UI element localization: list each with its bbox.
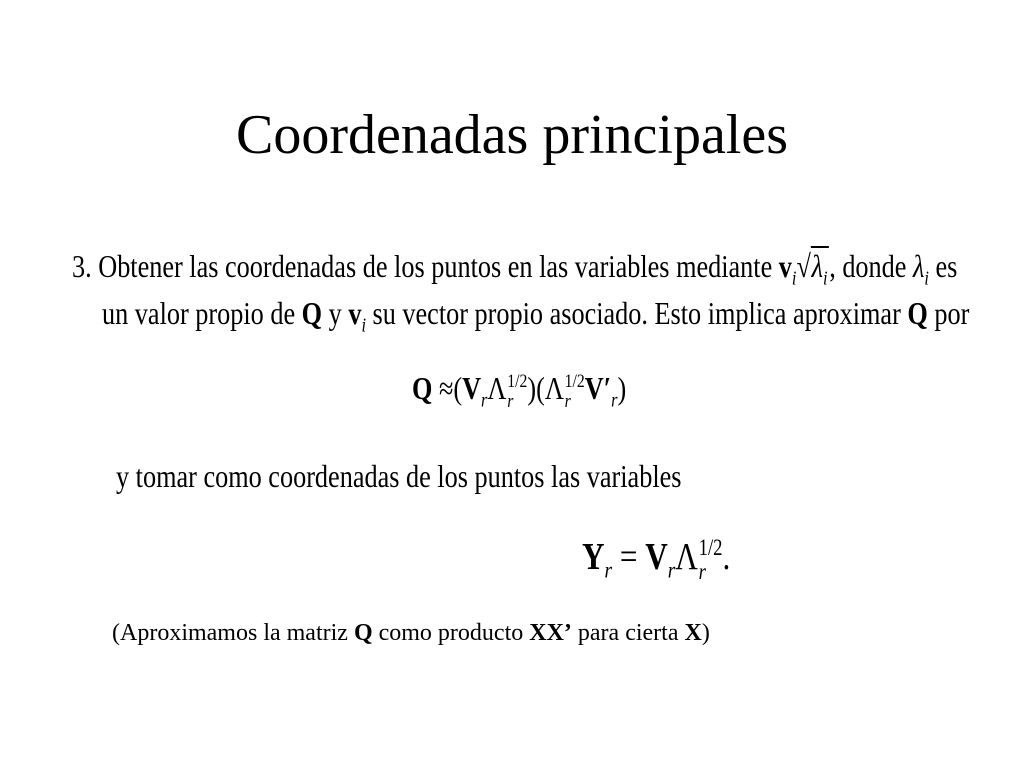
footnote	[112, 618, 710, 648]
eq2-sub-r-2: r	[667, 557, 676, 584]
eq1-open-paren: (	[453, 370, 463, 406]
eq1-q: Q	[412, 370, 433, 406]
eq1-lambda-scripts: 1/2 r	[507, 370, 528, 412]
body-line-2-content	[102, 293, 970, 337]
equation-coordinates-content	[582, 534, 730, 584]
line-1-end: es	[935, 248, 958, 284]
note-x: X	[684, 620, 702, 646]
line-2-por: por	[934, 295, 970, 331]
eq2-lambda-scripts: 1/2 r	[698, 535, 723, 585]
body-line-1-content	[72, 246, 958, 290]
note-open: (Aproximamos la matriz	[112, 620, 354, 646]
equation-coordinates	[582, 534, 763, 584]
line-2-mid: y	[328, 295, 342, 331]
equation-approximation-content	[412, 368, 626, 412]
eq1-open-paren-2: (	[536, 370, 545, 406]
eq1-lambda: Λ	[487, 370, 507, 406]
matrix-q-symbol-2: Q	[907, 295, 928, 331]
line-1-text: Obtener las coordenadas de los puntos en las variables mediante	[98, 248, 773, 284]
eq1-approx: ≈	[438, 370, 454, 406]
eq1-close-paren: )	[527, 370, 537, 406]
sqrt-lambda-symbol: $√\lambda_i$	[796, 248, 828, 290]
line-3-text: y tomar como coordenadas de los puntos las variables	[116, 458, 682, 494]
body-line-1	[72, 246, 1024, 290]
note-xx: XX’	[529, 620, 572, 646]
line-2-start: un valor propio de	[102, 295, 296, 331]
note-q: Q	[353, 620, 373, 646]
lambda-i-symbol: $\lambda_i$	[912, 248, 929, 290]
vector-vi-symbol: $v_i$	[348, 295, 366, 337]
eq1-sub-r: r	[481, 389, 488, 412]
equation-approximation	[412, 368, 673, 412]
vector-v-symbol: $v_i$	[778, 248, 797, 290]
note-mid-1: como producto	[372, 620, 530, 646]
eq1-lambda-2: Λ	[544, 370, 564, 406]
body-line-2	[102, 293, 1024, 337]
eq1-lambda-scripts-2: 1/2 r	[564, 370, 585, 412]
slide-title: Coordenadas principales	[235, 104, 789, 166]
eq1-close-paren-2: )	[617, 370, 627, 406]
eq1-sub-r-2: r	[611, 389, 618, 412]
line-2-end: su vector propio asociado. Esto implica aproximar	[372, 295, 901, 331]
matrix-q-symbol: Q	[301, 295, 323, 331]
eq2-period: .	[722, 536, 731, 578]
eq2-y: Y	[582, 536, 605, 578]
line-1-mid: , donde	[829, 248, 907, 284]
eq2-lambda: Λ	[675, 536, 698, 578]
note-close: )	[701, 620, 710, 646]
eq2-equals: =	[619, 536, 638, 578]
item-number: 3.	[72, 248, 92, 284]
eq2-sub-r: r	[604, 557, 613, 584]
eq1-v: V	[462, 370, 482, 406]
note-mid-2: para cierta	[571, 620, 685, 646]
body-line-3	[116, 456, 806, 496]
eq1-v-prime: V′	[584, 370, 612, 406]
eq2-v: V	[645, 536, 668, 578]
